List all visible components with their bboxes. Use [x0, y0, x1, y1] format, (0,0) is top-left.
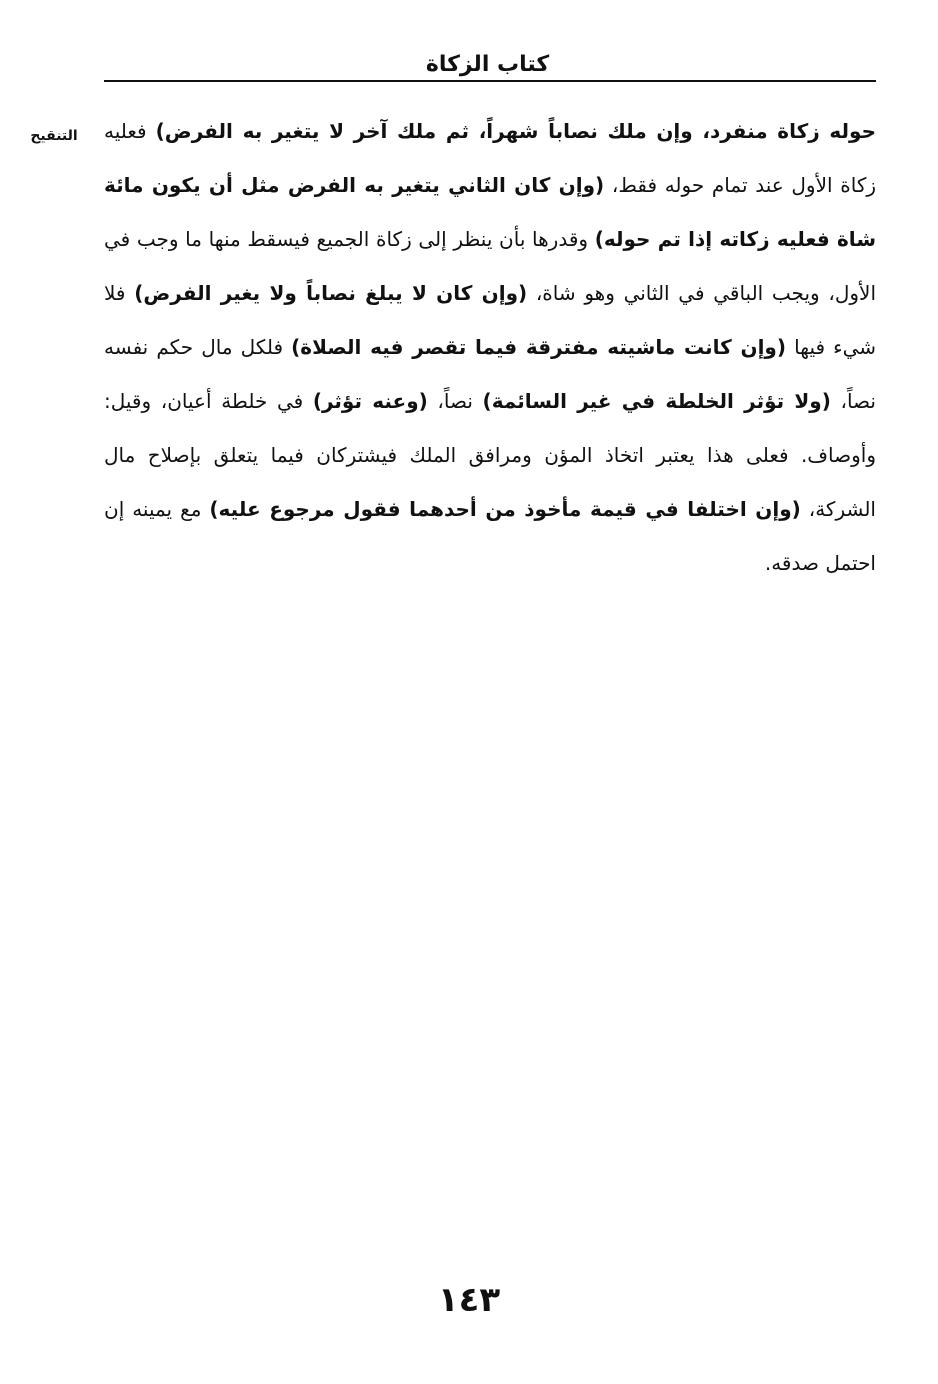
matn-text: (ولا تؤثر الخلطة في غير السائمة)	[482, 389, 831, 413]
header-divider	[104, 80, 876, 82]
sharh-text: فعليه زكاة الأول عند تمام حوله فقط،	[104, 119, 877, 197]
sharh-text: في خلطة أعيان، وقيل: وأوصاف. فعلى هذا يعتبر اتخاذ المؤن ومرافق الملك فيشتركان فيما يتعلق بإصلاح مال الشركة،	[104, 389, 876, 521]
matn-text: (وإن كان لا يبلغ نصاباً ولا يغير الفرض)	[134, 281, 528, 305]
matn-text: (وعنه تؤثر)	[312, 389, 428, 413]
sharh-text: فلا شيء فيها	[104, 281, 876, 359]
margin-note: التنقيح	[30, 128, 78, 144]
sharh-text: فلكل مال حكم نفسه نصاً،	[104, 335, 876, 413]
body-paragraph	[104, 104, 876, 590]
sharh-text: وقدرها بأن ينظر إلى زكاة الجميع فيسقط منها ما وجب في الأول، ويجب الباقي في الثاني وهو شاة،	[104, 227, 877, 305]
page-header-title: كتاب الزكاة	[425, 52, 550, 77]
matn-text: (وإن كانت ماشيته مفترقة فيما تقصر فيه الصلاة)	[291, 335, 787, 359]
matn-text: (وإن كان الثاني يتغير به الفرض مثل أن يكون مائة شاة فعليه زكاته إذا تم حوله)	[104, 173, 876, 251]
sharh-text: مع يمينه إن احتمل صدقه.	[104, 497, 876, 575]
matn-text: (وإن اختلفا في قيمة مأخوذ من أحدهما فقول مرجوع عليه)	[209, 497, 801, 521]
page-number: ١٤٣	[437, 1280, 501, 1320]
matn-text: حوله زكاة منفرد، وإن ملك نصاباً شهراً، ثم ملك آخر لا يتغير به الفرض)	[155, 119, 876, 143]
sharh-text: نصاً،	[427, 389, 483, 413]
